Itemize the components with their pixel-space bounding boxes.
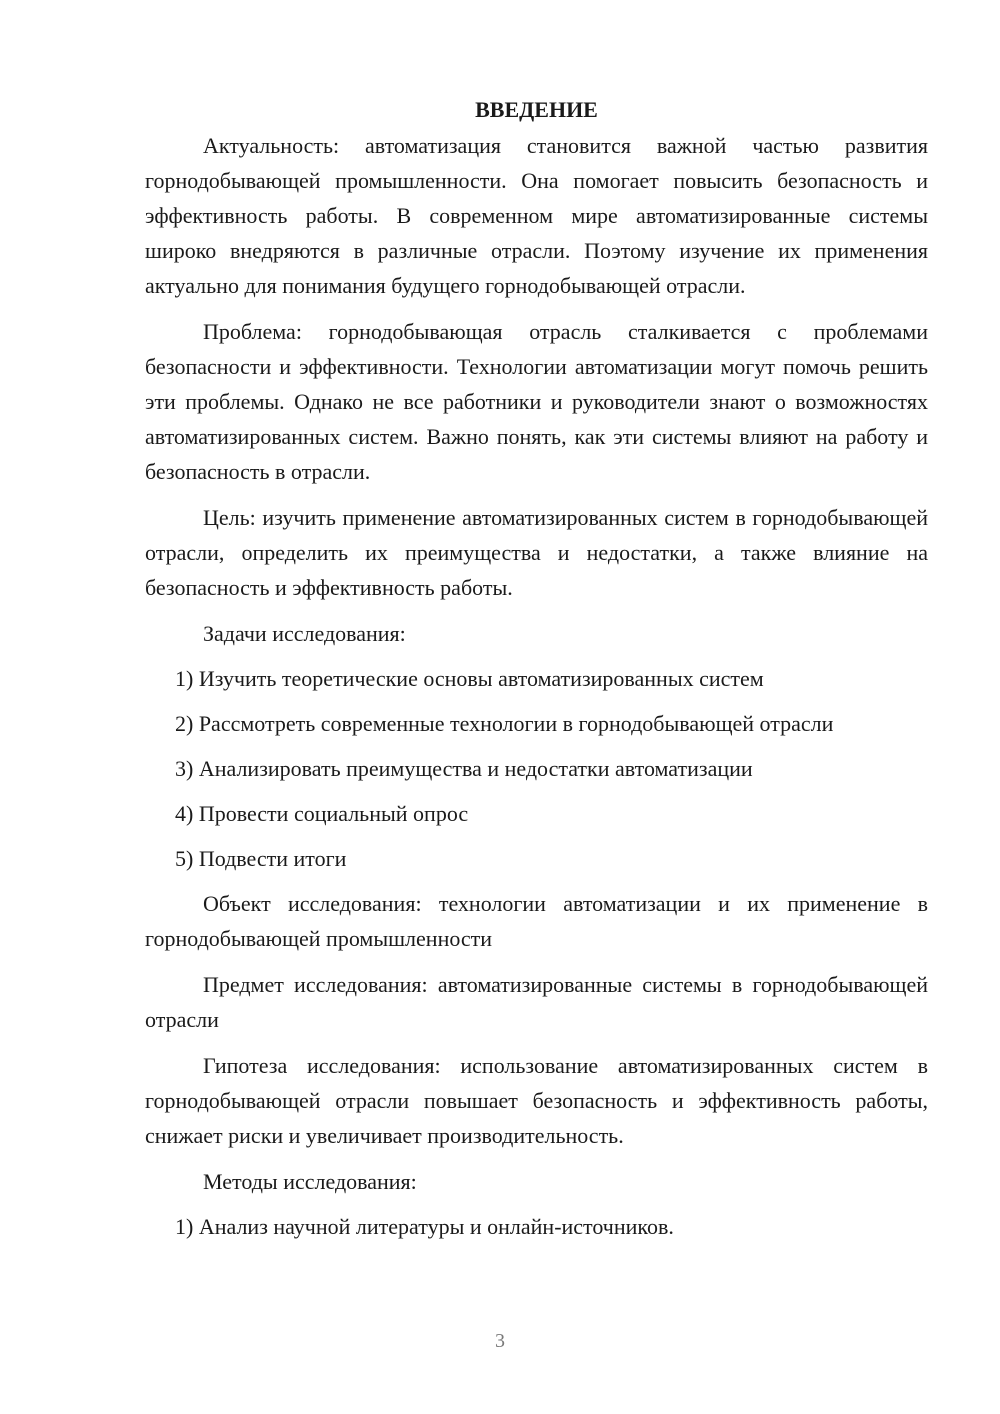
methods-list [145, 1209, 928, 1244]
subject-paragraph: Предмет исследования: автоматизированные системы в горнодобывающей отрасли [145, 972, 928, 1032]
page-number: 3 [495, 1330, 505, 1352]
problem-paragraph: Проблема: горнодобывающая отрасль сталкивается с проблемами безопасности и эффективности. Технологии автоматизации могут помочь решить эти проблемы. Однако не все работники и руководители знают о возможностях автоматизированных систем. Важно понять, как эти системы влияют на работу и безопасность в отрасли. [145, 319, 928, 484]
tasks-heading: Задачи исследования: [203, 621, 406, 646]
method-item: 1) Анализ научной литературы и онлайн-источников. [175, 1214, 674, 1239]
document-page [145, 92, 928, 1254]
task-item: 5) Подвести итоги [175, 846, 347, 871]
tasks-list [145, 661, 928, 876]
task-item: 4) Провести социальный опрос [175, 801, 469, 826]
task-item: 2) Рассмотреть современные технологии в горнодобывающей отрасли [175, 711, 834, 736]
page-title: ВВЕДЕНИЕ [475, 97, 598, 122]
hypothesis-paragraph: Гипотеза исследования: использование автоматизированных систем в горнодобывающей отрасли повышает безопасность и эффективность работы, снижает риски и увеличивает производительность. [145, 1053, 928, 1148]
object-paragraph: Объект исследования: технологии автоматизации и их применение в горнодобывающей промышленности [145, 891, 928, 951]
relevance-paragraph: Актуальность: автоматизация становится важной частью развития горнодобывающей промышленности. Она помогает повысить безопасность и эффективность работы. В современном мире автоматизированные системы широко внедряются в различные отрасли. Поэтому изучение их применения актуально для понимания будущего горнодобывающей отрасли. [145, 133, 928, 298]
goal-paragraph: Цель: изучить применение автоматизированных систем в горнодобывающей отрасли, определить их преимущества и недостатки, а также влияние на безопасность и эффективность работы. [145, 505, 928, 600]
methods-heading: Методы исследования: [203, 1169, 417, 1194]
task-item: 1) Изучить теоретические основы автоматизированных систем [175, 666, 764, 691]
task-item: 3) Анализировать преимущества и недостатки автоматизации [175, 756, 753, 781]
